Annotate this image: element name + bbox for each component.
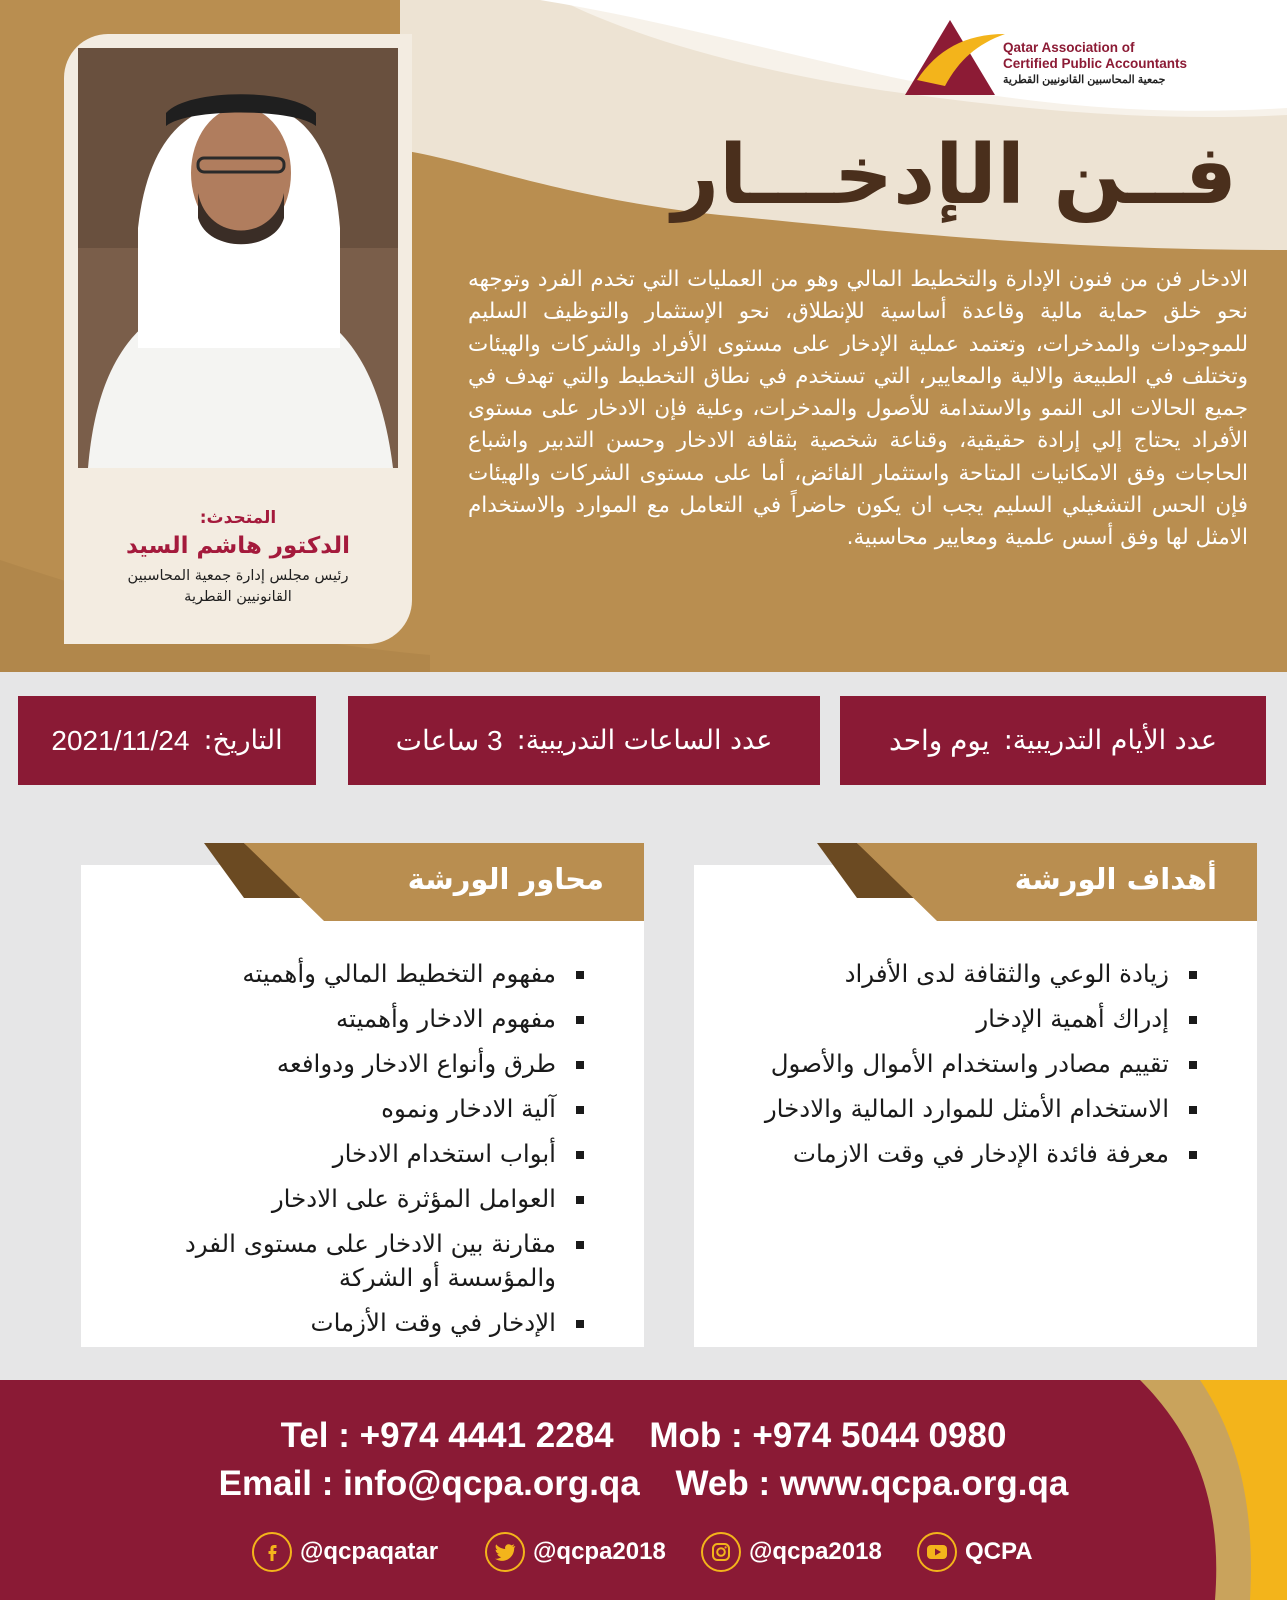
goal-item: زيادة الوعي والثقافة لدى الأفراد [714, 957, 1197, 991]
goal-item: معرفة فائدة الإدخار في وقت الازمات [714, 1137, 1197, 1171]
facebook-handle: @qcpaqatar [300, 1538, 439, 1565]
training-hours-label: عدد الساعات التدريبية: [516, 725, 773, 756]
goals-header-tab [817, 843, 1257, 943]
facebook-link[interactable] [252, 1532, 438, 1572]
workshop-goals-card [694, 862, 1257, 1347]
topics-list [101, 957, 584, 1351]
social-links [0, 1532, 1287, 1576]
youtube-link[interactable] [917, 1532, 1033, 1572]
instagram-link[interactable] [701, 1532, 882, 1572]
goal-item: الاستخدام الأمثل للموارد المالية والادخار [714, 1092, 1197, 1126]
topic-item: أبواب استخدام الادخار [101, 1137, 584, 1171]
topic-item: مفهوم الادخار وأهميته [101, 1002, 584, 1036]
instagram-icon [701, 1532, 741, 1572]
page-title: فــن الإدخـــار [671, 128, 1237, 223]
speaker-portrait-icon [78, 48, 398, 468]
twitter-handle: @qcpa2018 [533, 1538, 666, 1565]
logo-name-en-line1: Qatar Association of [1003, 40, 1135, 55]
speaker-label: المتحدث: [199, 508, 277, 528]
goals-title: أهداف الورشة [1014, 862, 1217, 896]
logo-name-ar: جمعية المحاسبين القانونيين القطرية [1003, 74, 1166, 86]
contact-email[interactable]: Email : info@qcpa.org.qa [218, 1464, 640, 1503]
topics-header-tab [204, 843, 644, 943]
topic-item: مقارنة بين الادخار على مستوى الفرد والمؤسسة أو الشركة [101, 1227, 584, 1295]
topic-item: آلية الادخار ونموه [101, 1092, 584, 1126]
topics-title: محاور الورشة [407, 862, 604, 896]
goal-item: تقييم مصادر واستخدام الأموال والأصول [714, 1047, 1197, 1081]
topic-item: طرق وأنواع الادخار ودوافعه [101, 1047, 584, 1081]
contact-mob[interactable]: Mob : +974 5044 0980 [649, 1416, 1007, 1455]
date-label: التاريخ: [203, 725, 283, 756]
qcpa-logo [905, 20, 1235, 100]
contact-tel[interactable]: Tel : +974 4441 2284 [280, 1416, 614, 1455]
youtube-icon [917, 1532, 957, 1572]
training-days-box [840, 696, 1266, 785]
instagram-handle: @qcpa2018 [749, 1538, 882, 1565]
facebook-icon [252, 1532, 292, 1572]
training-hours-value: 3 ساعات [395, 725, 503, 756]
training-hours-box [348, 696, 820, 785]
topic-item: العوامل المؤثرة على الادخار [101, 1182, 584, 1216]
twitter-icon [485, 1532, 525, 1572]
contact-info [0, 1412, 1287, 1508]
training-days-label: عدد الأيام التدريبية: [1003, 725, 1217, 756]
goals-list [714, 957, 1197, 1182]
speaker-photo [78, 48, 398, 468]
date-box [18, 696, 316, 785]
qcpa-logo-mark-icon [905, 20, 1005, 100]
workshop-topics-card [81, 862, 644, 1347]
speaker-name: الدكتور هاشم السيد [125, 533, 351, 559]
speaker-card [64, 34, 412, 644]
description-text: الادخار فن من فنون الإدارة والتخطيط المالي وهو من العمليات التي تخدم الفرد وتوجهه نحو خلق حماية مالية وقاعدة أساسية للإنطلاق، نحو الإستثمار والتوظيف السليم للموجودات والمدخرات، وتعتمد عملية الإدخار على مستوى الأفراد والشركات والهيئات وتختلف في الطبيعة والالية والمعايير، التي تستخدم في نطاق التخطيط والتي تهدف في جميع الحالات الى النمو والاستدامة للأصول والمدخرات، وعلية فإن الادخار على مستوى الأفراد يحتاج إلي إرادة حقيقية، وقناعة شخصية بثقافة الادخار وحسن التدبير واشباع الحاجات وفق الامكانيات المتاحة واستثمار الفائض، أما على مستوى الشركات والهيئات فإن الحس التشغيلي السليم يجب ان يكون حاضراً في التعامل مع الموارد والاستخدام الامثل لها وفق أسس علمية ومعايير محاسبية. [468, 267, 1248, 551]
topic-item: مفهوم التخطيط المالي وأهميته [101, 957, 584, 991]
twitter-link[interactable] [485, 1532, 666, 1572]
goal-item: إدراك أهمية الإدخار [714, 1002, 1197, 1036]
speaker-role: رئيس مجلس إدارة جمعية المحاسبين القانونيين القطرية [127, 568, 349, 605]
topic-item: الإدخار في وقت الأزمات [101, 1306, 584, 1340]
logo-name-en-line2: Certified Public Accountants [1003, 56, 1188, 71]
contact-web[interactable]: Web : www.qcpa.org.qa [675, 1464, 1069, 1503]
youtube-handle: QCPA [965, 1538, 1033, 1565]
training-days-value: يوم واحد [889, 725, 990, 756]
date-value: 2021/11/24 [51, 724, 190, 756]
